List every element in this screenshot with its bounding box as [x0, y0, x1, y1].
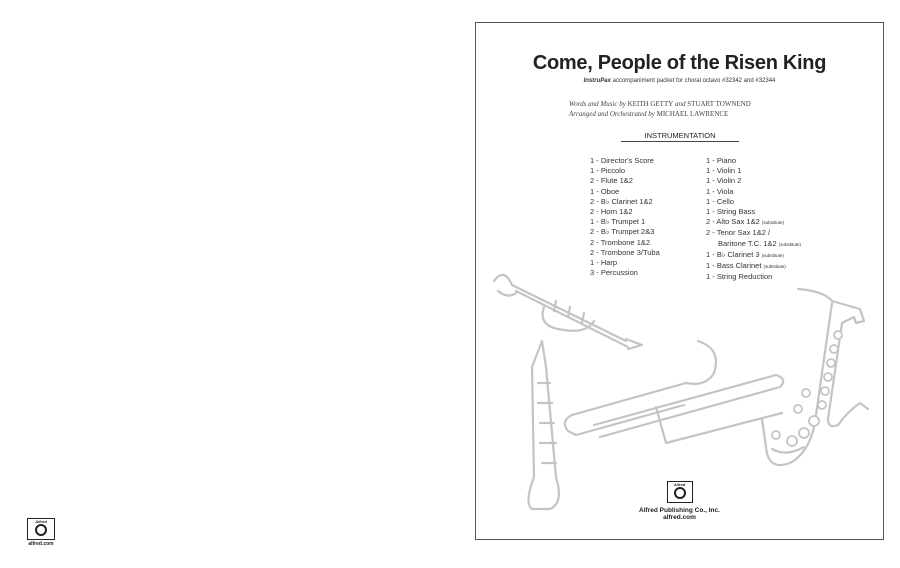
list-item-text: Baritone T.C. 1&2 — [718, 238, 777, 248]
left-alfred-logo — [26, 518, 56, 547]
list-item — [706, 197, 801, 207]
list-item — [706, 261, 801, 272]
credits-arranged-prefix: Arranged and Orchestrated by — [569, 110, 657, 118]
list-item — [706, 156, 801, 166]
trumpet-illustration — [494, 275, 642, 349]
list-item-text: 1 - Bass Clarinet — [706, 261, 762, 271]
list-item-text: 1 - Viola — [706, 186, 734, 196]
subtitle — [476, 78, 883, 84]
credits-words-line — [569, 99, 751, 109]
list-item: 1 - Director's Score — [590, 156, 654, 165]
list-item: 1 - B♭ Trumpet 1 — [590, 217, 646, 227]
list-item-text: 1 - String Reduction — [706, 272, 773, 282]
list-item: 2 - Flute 1&2 — [590, 176, 633, 186]
alfred-mark-icon — [674, 487, 686, 499]
instrumentation-column-2 — [706, 156, 801, 282]
list-item: 1 - Oboe — [590, 186, 620, 196]
list-item-text: 1 - Violin 2 — [706, 176, 742, 186]
logo-word: Alfred — [35, 519, 47, 524]
list-item-text: 1 - Violin 1 — [706, 166, 742, 176]
list-item-note: (substitute) — [778, 241, 802, 247]
list-item: 1 - Harp — [590, 258, 618, 268]
list-item — [706, 228, 801, 238]
list-item — [706, 166, 801, 176]
list-item — [706, 250, 801, 261]
alfred-mark-icon — [35, 524, 47, 536]
list-item — [706, 217, 801, 228]
list-item: 2 - Trombone 3/Tuba — [590, 247, 660, 257]
list-item-text: 1 - String Bass — [706, 207, 756, 217]
credits — [569, 99, 751, 119]
list-item-text: 2 - Alto Sax 1&2 — [706, 217, 760, 227]
list-item — [706, 207, 801, 217]
list-item-note: (substitute) — [761, 220, 785, 226]
composer-2: STUART TOWNEND — [687, 100, 751, 108]
logo-url: alfred.com — [28, 541, 54, 547]
alfred-logo-box — [27, 518, 55, 540]
composer-1: KEITH GETTY — [627, 100, 674, 108]
list-item — [706, 239, 801, 250]
publisher-url: alfred.com — [663, 514, 696, 521]
list-item — [706, 187, 801, 197]
credits-words-prefix: Words and Music by — [569, 100, 628, 108]
instrumentation-heading: INSTRUMENTATION — [621, 131, 739, 142]
cover-page — [475, 22, 884, 540]
list-item-text: 2 - Tenor Sax 1&2 / — [706, 228, 771, 238]
list-item: 2 - B♭ Trumpet 2&3 — [590, 227, 655, 237]
list-item: 3 - Percussion — [590, 268, 638, 278]
list-item-text: 1 - Piano — [706, 156, 737, 165]
publisher-logo-box — [667, 481, 693, 503]
publisher-logo-word: Alfred — [673, 482, 686, 487]
publisher-name: Alfred Publishing Co., Inc. — [639, 507, 720, 514]
subtitle-text: accompaniment packet for choral octavo #32342 and #32344 — [610, 78, 776, 84]
list-item: 2 - Horn 1&2 — [590, 207, 633, 217]
list-item-text: 1 - B♭ Clarinet 3 — [706, 249, 760, 259]
list-item: 2 - Trombone 1&2 — [590, 237, 651, 247]
trombone-illustration — [565, 341, 783, 443]
list-item-text: 1 - Cello — [706, 196, 734, 206]
page-title: Come, People of the Risen King — [532, 52, 827, 74]
publisher-block — [476, 481, 883, 521]
list-item — [706, 272, 801, 282]
subtitle-brand: InstruPax — [583, 78, 611, 84]
credits-and: and — [673, 100, 688, 108]
list-item-note: (substitute) — [761, 252, 784, 258]
list-item — [706, 176, 801, 186]
arranger: MICHAEL LAWRENCE — [656, 110, 729, 118]
list-item: 1 - Piccolo — [590, 166, 626, 176]
credits-arranged-line — [569, 109, 751, 119]
list-item: 2 - B♭ Clarinet 1&2 — [590, 196, 653, 206]
instrumentation-column-1 — [590, 156, 660, 278]
list-item-note: (substitute) — [763, 264, 786, 270]
